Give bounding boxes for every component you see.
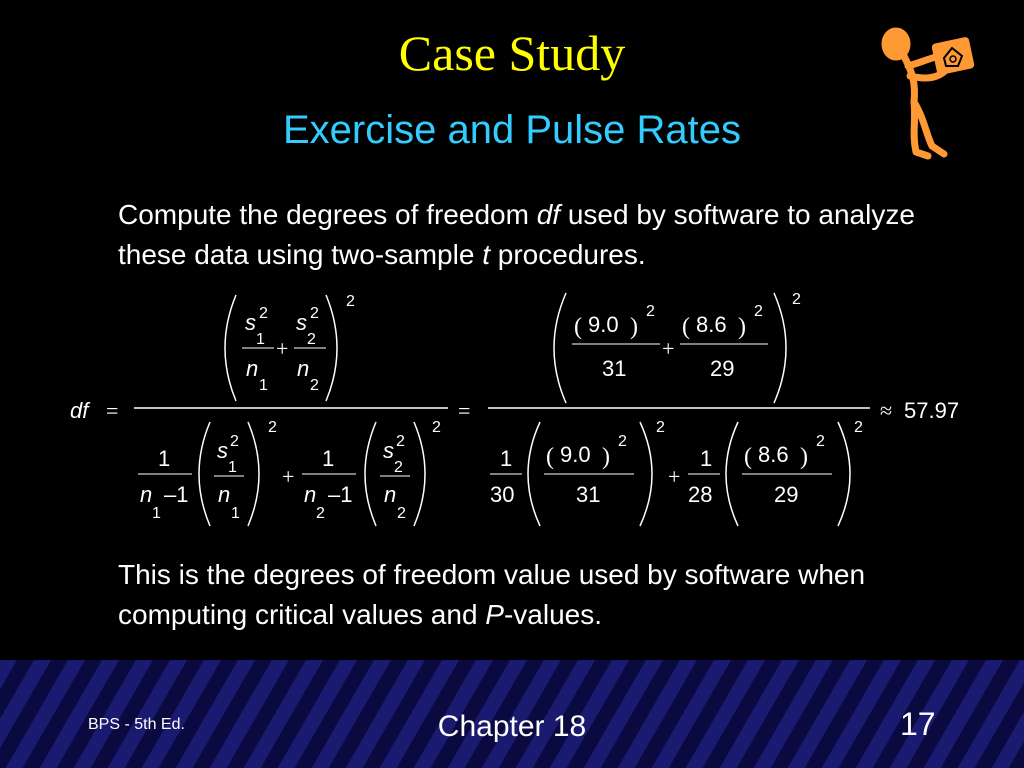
conclusion-paragraph <box>118 555 978 635</box>
den-n2-sub: 2 <box>316 505 325 522</box>
svg-text:): ) <box>738 314 746 340</box>
formula-equals-2: = <box>458 398 471 423</box>
svg-text:): ) <box>602 444 610 470</box>
den-val-1-square: 2 <box>656 419 665 436</box>
den-n1b: n <box>218 482 231 507</box>
den-s1-sub: 1 <box>228 459 237 476</box>
num-s2-sub: 2 <box>307 331 316 348</box>
num-val-plus: + <box>662 336 675 361</box>
num-s1-sq: 2 <box>259 305 268 322</box>
intro-paragraph <box>118 195 978 275</box>
den-n1: n <box>140 482 153 507</box>
num-square: 2 <box>346 293 355 310</box>
den-n2-minus-value: 28 <box>688 482 713 507</box>
num-n1-value: 31 <box>602 356 627 381</box>
den-one-2: 1 <box>322 446 335 471</box>
num-s1-sub: 1 <box>256 331 265 348</box>
den-s1-sq: 2 <box>230 433 239 450</box>
svg-text:): ) <box>800 444 808 470</box>
slide-title: Case Study <box>398 25 626 81</box>
intro-df: df <box>536 199 561 230</box>
num-s2-value-sq: 2 <box>754 303 763 320</box>
formula-result: 57.97 <box>904 398 960 423</box>
den-s2-sq: 2 <box>396 433 405 450</box>
num-n1: n <box>246 356 259 381</box>
den-plus: + <box>282 464 295 489</box>
conclusion-text-1: This is the degrees of freedom value used by software when computing critical values and <box>118 559 866 630</box>
den-one-1: 1 <box>158 446 171 471</box>
den-s2-value: 8.6 <box>758 442 789 467</box>
den-s2-sub: 2 <box>394 459 403 476</box>
den-n1-sub: 1 <box>152 505 161 522</box>
conclusion-p: P <box>485 599 504 630</box>
den-2-square: 2 <box>432 419 441 436</box>
mascot-figure-icon <box>872 22 990 164</box>
num-n2-sub: 2 <box>310 377 319 394</box>
den-s2-value-sq: 2 <box>816 433 825 450</box>
num-plus: + <box>276 336 289 361</box>
den-val-plus: + <box>668 464 681 489</box>
den-val-one-1: 1 <box>500 446 513 471</box>
formula-equals-1: = <box>106 398 119 423</box>
den-n1-value: 31 <box>576 482 601 507</box>
num-paren-right <box>326 295 337 401</box>
num-n1-sub: 1 <box>259 377 268 394</box>
den-s1-value: 9.0 <box>560 442 591 467</box>
num-s1: s <box>245 310 256 335</box>
den-1-square: 2 <box>268 419 277 436</box>
den-n1-minus: –1 <box>164 482 189 507</box>
den-val-2-square: 2 <box>854 419 863 436</box>
den-s2: s <box>383 438 394 463</box>
footer-chapter: Chapter 18 <box>437 710 587 743</box>
svg-text:(: ( <box>574 314 582 340</box>
den-n2b: n <box>384 482 397 507</box>
den-n1b-sub: 1 <box>231 505 240 522</box>
den-s1: s <box>217 438 228 463</box>
svg-text:): ) <box>630 314 638 340</box>
svg-text:(: ( <box>682 314 690 340</box>
den-n2b-sub: 2 <box>397 505 406 522</box>
num-s2-sq: 2 <box>310 305 319 322</box>
intro-t: t <box>482 239 490 270</box>
den-n1-minus-value: 30 <box>490 482 515 507</box>
den-n2: n <box>304 482 317 507</box>
footer-left: BPS - 5th Ed. <box>88 716 185 733</box>
den-n2-value: 29 <box>774 482 799 507</box>
num-s1-value-sq: 2 <box>646 303 655 320</box>
num-s1-value: 9.0 <box>588 312 619 337</box>
formula-approx: ≈ <box>880 398 893 423</box>
den-val-one-2: 1 <box>700 446 713 471</box>
formula-df-symbol: df <box>70 398 89 423</box>
conclusion-text-2: -values. <box>503 599 603 630</box>
num-val-square: 2 <box>792 291 801 308</box>
svg-text:(: ( <box>546 444 554 470</box>
num-s2-value: 8.6 <box>696 312 727 337</box>
svg-text:(: ( <box>744 444 752 470</box>
den-s1-value-sq: 2 <box>618 433 627 450</box>
intro-text-3: procedures. <box>490 239 646 270</box>
footer-page-number: 17 <box>900 706 936 742</box>
intro-text-1: Compute the degrees of freedom <box>118 199 537 230</box>
num-paren-left <box>225 295 236 401</box>
intro-text-2: used by software to analyze these data using two-sample <box>118 199 915 270</box>
num-s2: s <box>296 310 307 335</box>
den-n2-minus: –1 <box>328 482 353 507</box>
num-n2-value: 29 <box>710 356 735 381</box>
df-formula <box>0 285 1024 535</box>
num-n2: n <box>297 356 310 381</box>
slide-subtitle: Exercise and Pulse Rates <box>282 108 741 152</box>
